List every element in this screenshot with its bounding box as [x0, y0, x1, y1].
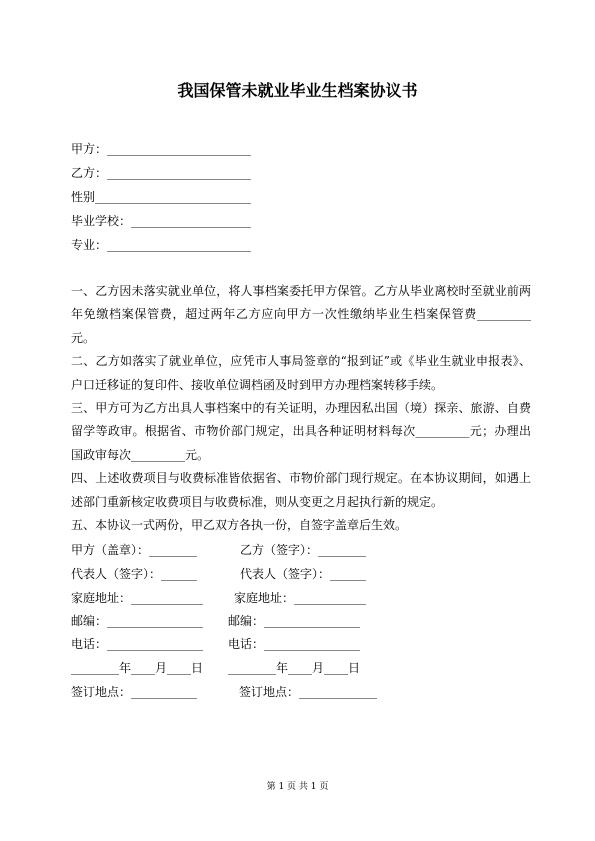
signature-row-place [71, 683, 378, 701]
party-a-postcode[interactable]: 邮编：________________ [71, 614, 204, 628]
party-a-address[interactable]: 家庭地址：____________ [71, 591, 204, 605]
page-number-footer: 第 1 页 共 1 页 [266, 782, 329, 792]
major-label: 专业： [71, 238, 108, 252]
clause-4: 四、上述收费项目与收费标准皆依据省、市物价部门现行规定。在本协议期间，如遇上述部门重新核定收费项目与收费标准，则从变更之月起执行新的规定。 [71, 471, 531, 509]
party-b-address[interactable]: 家庭地址：____________ [234, 591, 367, 605]
signature-row-postcode [71, 612, 361, 630]
signature-row-date [71, 659, 361, 677]
party-b-place[interactable]: 签订地点：_____________ [239, 685, 378, 699]
party-a-field [71, 140, 251, 164]
party-b-label: 乙方： [71, 166, 108, 180]
party-info-fields [71, 140, 251, 260]
major-blank[interactable]: ________________________ [107, 238, 252, 252]
school-blank[interactable]: ____________________ [131, 214, 252, 228]
signature-row-address [71, 589, 367, 607]
party-b-field [71, 164, 251, 188]
clause-2: 二、乙方如落实了就业单位，应凭市人事局签章的“报到证”或《毕业生就业申报表》、户口迁移证的复印件、接收单位调档函及时到甲方办理档案转移手续。 [71, 354, 531, 392]
party-a-blank[interactable]: ________________________ [107, 142, 252, 156]
party-b-phone[interactable]: 电话：________________ [228, 637, 361, 651]
signature-row-representative [71, 565, 367, 583]
party-b-blank[interactable]: ________________________ [107, 166, 252, 180]
party-a-date[interactable]: ________年____月____日 [71, 661, 204, 675]
clause-1: 一、乙方因未落实就业单位，将人事档案委托甲方保管。乙方从毕业离校时至就业前两年免缴档案保管费，超过两年乙方应向甲方一次性缴纳毕业生档案保管费_________元。 [71, 284, 531, 345]
school-field [71, 212, 251, 236]
party-b-representative[interactable]: 代表人（签字）：______ [240, 567, 367, 581]
clause-5: 五、本协议一式两份，甲乙双方各执一份，自签字盖章后生效。 [71, 518, 408, 533]
agreement-clauses [71, 280, 531, 537]
clause-3: 三、甲方可为乙方出具人事档案中的有关证明，办理因私出国（境）探亲、旅游、自费留学等政审。根据省、市物价部门规定，出具各种证明材料每次_________元；办理出国政审每次_________元。 [71, 401, 531, 462]
gender-field [71, 188, 251, 212]
school-label: 毕业学校： [71, 214, 132, 228]
signature-row-phone [71, 635, 361, 653]
party-b-postcode[interactable]: 邮编：________________ [228, 614, 361, 628]
party-b-sign[interactable]: 乙方（签字）：________ [240, 543, 367, 557]
major-field [71, 236, 251, 260]
gender-label: 性别 [71, 190, 96, 204]
gender-blank[interactable]: __________________________ [95, 190, 252, 204]
party-a-seal[interactable]: 甲方（盖章）：________ [71, 543, 198, 557]
party-a-place[interactable]: 签订地点：___________ [71, 685, 198, 699]
party-a-representative[interactable]: 代表人（签字）：______ [71, 567, 198, 581]
page-title: 我国保管未就业毕业生档案协议书 [177, 81, 418, 100]
party-a-phone[interactable]: 电话：________________ [71, 637, 204, 651]
signature-row-seal [71, 541, 367, 559]
party-a-label: 甲方： [71, 142, 108, 156]
party-b-date[interactable]: ________年____月____日 [228, 661, 361, 675]
